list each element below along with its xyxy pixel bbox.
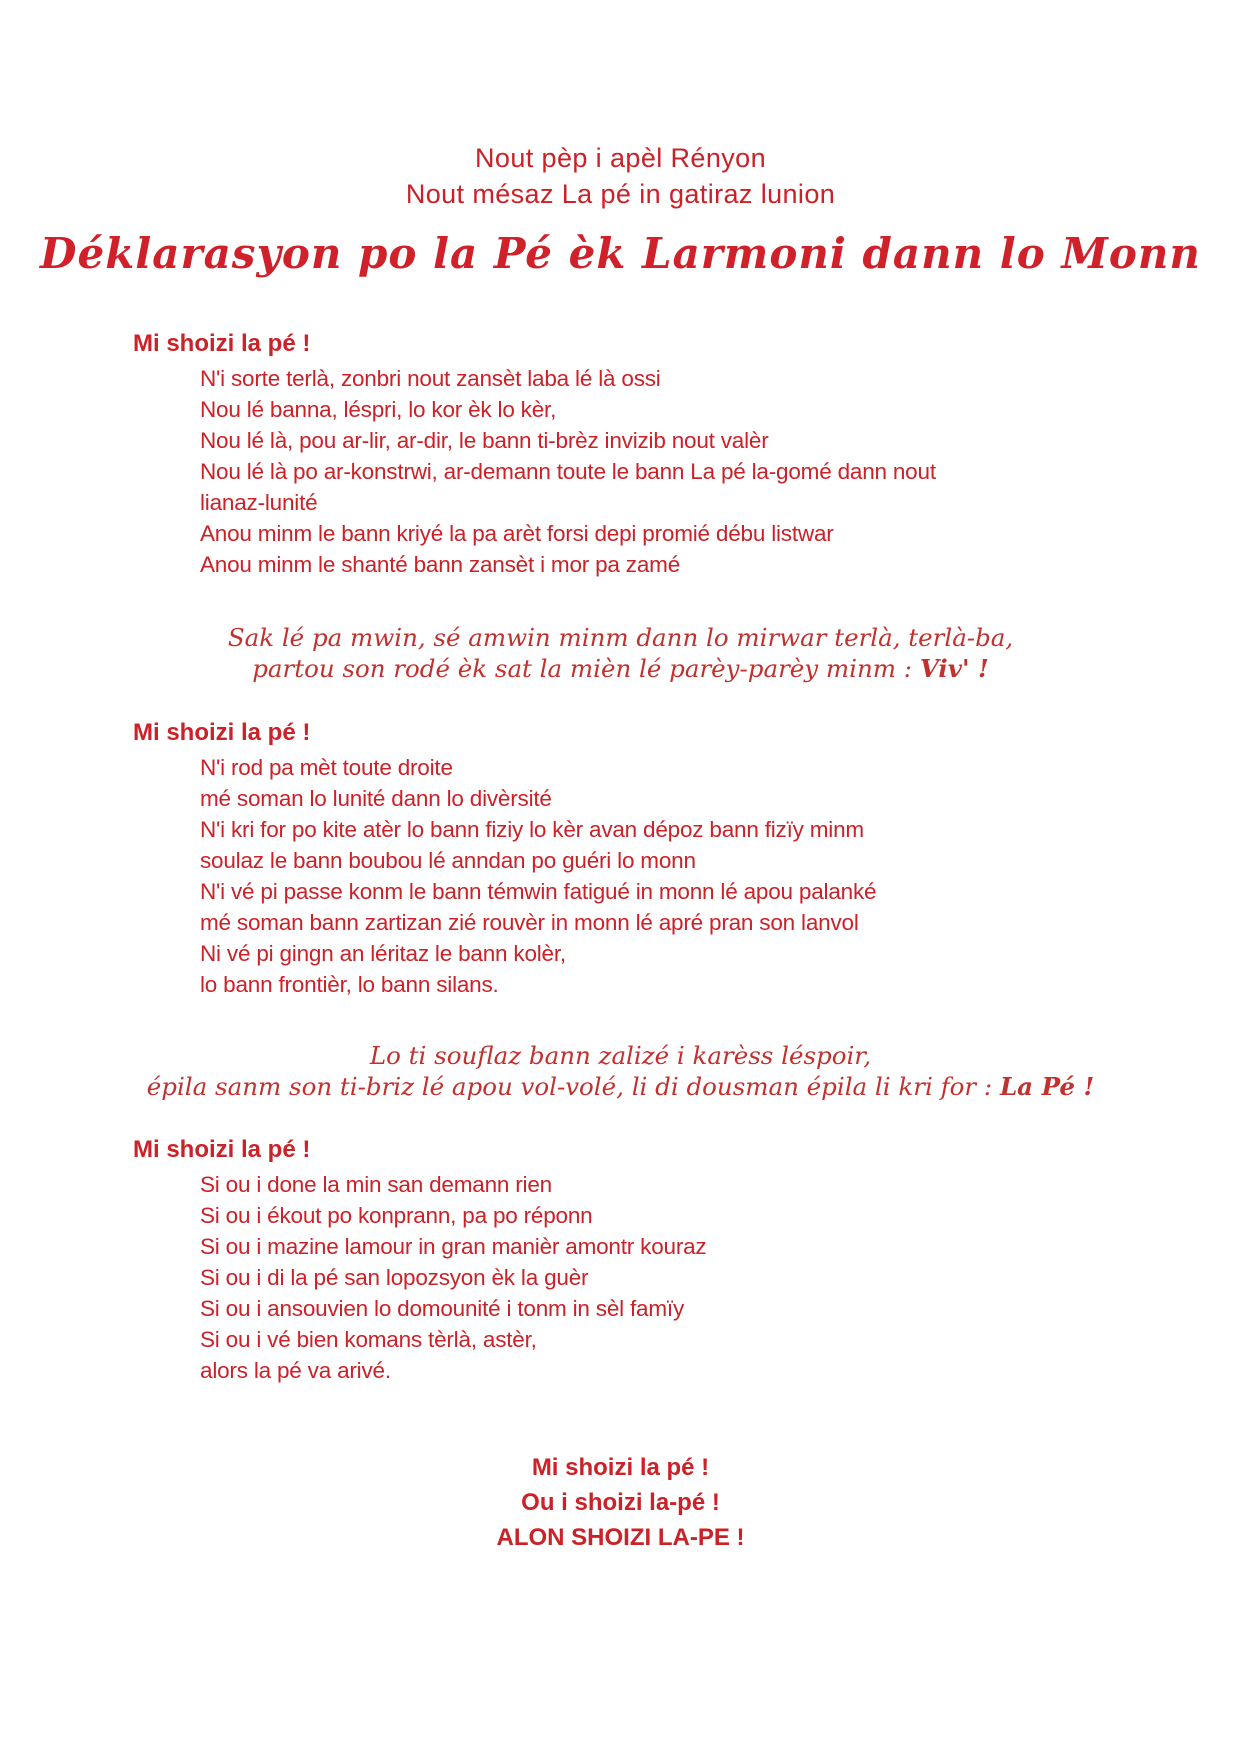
verse-line: alors la pé va arivé.	[200, 1358, 391, 1383]
stanza-2-verse	[200, 752, 1151, 1000]
interlude-2-emphasis: La Pé !	[999, 1072, 1095, 1101]
document-header	[0, 0, 1241, 282]
verse-line: N'i vé pi passe konm le bann témwin fatigué in monn lé apou palanké	[200, 879, 877, 904]
stanza-3	[133, 1134, 1151, 1386]
verse-line: mé soman lo lunité dann lo divèrsité	[200, 786, 552, 811]
verse-line: mé soman bann zartizan zié rouvèr in monn lé apré pran son lanvol	[200, 910, 859, 935]
stanza-1	[133, 328, 1151, 580]
interlude-1-line-2	[60, 653, 1181, 684]
verse-line: Si ou i vé bien komans tèrlà, astèr,	[200, 1327, 537, 1352]
verse-line: Anou minm le shanté bann zansèt i mor pa zamé	[200, 552, 681, 577]
verse-line: N'i sorte terlà, zonbri nout zansèt laba lé là ossi	[200, 366, 661, 391]
stanza-3-heading: Mi shoizi la pé !	[133, 1136, 311, 1163]
verse-line: lo bann frontièr, lo bann silans.	[200, 972, 499, 997]
verse-line: Nou lé là, pou ar-lir, ar-dir, le bann ti-brèz invizib nout valèr	[200, 428, 769, 453]
verse-line: Ni vé pi gingn an léritaz le bann kolèr,	[200, 941, 566, 966]
interlude-2	[60, 1040, 1181, 1102]
interlude-2-line-2-text: épila sanm son ti-briz lé apou vol-volé, li di dousman épila li kri for :	[146, 1072, 1000, 1101]
stanza-1-verse	[200, 363, 1151, 580]
interlude-2-line-2	[60, 1071, 1181, 1102]
verse-line: N'i kri for po kite atèr lo bann fiziy lo kèr avan dépoz bann fizïy minm	[200, 817, 864, 842]
verse-line: N'i rod pa mèt toute droite	[200, 755, 453, 780]
closing-line-3: ALON SHOIZI LA-PE !	[496, 1524, 745, 1551]
verse-line: Si ou i done la min san demann rien	[200, 1172, 552, 1197]
verse-line: soulaz le bann boubou lé anndan po guéri lo monn	[200, 848, 696, 873]
closing-block	[0, 1450, 1241, 1555]
stanza-3-verse	[200, 1169, 1151, 1386]
closing-line-2: Ou i shoizi la-pé !	[521, 1489, 720, 1516]
interlude-1-line-1: Sak lé pa mwin, sé amwin minm dann lo mirwar terlà, terlà-ba,	[227, 623, 1014, 652]
interlude-2-line-1: Lo ti souflaz bann zalizé i karèss léspoir,	[369, 1041, 872, 1070]
stanza-1-heading: Mi shoizi la pé !	[133, 330, 311, 357]
closing-line-1: Mi shoizi la pé !	[531, 1454, 710, 1481]
verse-line: Si ou i ansouvien lo domounité i tonm in sèl famïy	[200, 1296, 685, 1321]
verse-line: Anou minm le bann kriyé la pa arèt forsi depi promié débu listwar	[200, 521, 834, 546]
interlude-1-emphasis: Viv' !	[919, 654, 989, 683]
interlude-1	[60, 622, 1181, 684]
interlude-1-line-2-text: partou son rodé èk sat la mièn lé parèy-parèy minm :	[252, 654, 920, 683]
verse-line: lianaz-lunité	[200, 490, 318, 515]
header-line-1: Nout pèp i apèl Rényon	[475, 143, 766, 173]
verse-line: Si ou i di la pé san lopozsyon èk la guèr	[200, 1265, 589, 1290]
stanza-2-heading: Mi shoizi la pé !	[133, 719, 311, 746]
verse-line: Nou lé banna, léspri, lo kor èk lo kèr,	[200, 397, 557, 422]
header-line-2: Nout mésaz La pé in gatiraz lunion	[405, 179, 836, 209]
stanza-2	[133, 717, 1151, 1000]
page-title: Déklarasyon po la Pé èk Larmoni dann lo Monn	[40, 229, 1201, 278]
verse-line: Nou lé là po ar-konstrwi, ar-demann toute le bann La pé la-gomé dann nout	[200, 459, 936, 484]
verse-line: Si ou i mazine lamour in gran manièr amontr kouraz	[200, 1234, 707, 1259]
verse-line: Si ou i ékout po konprann, pa po réponn	[200, 1203, 593, 1228]
